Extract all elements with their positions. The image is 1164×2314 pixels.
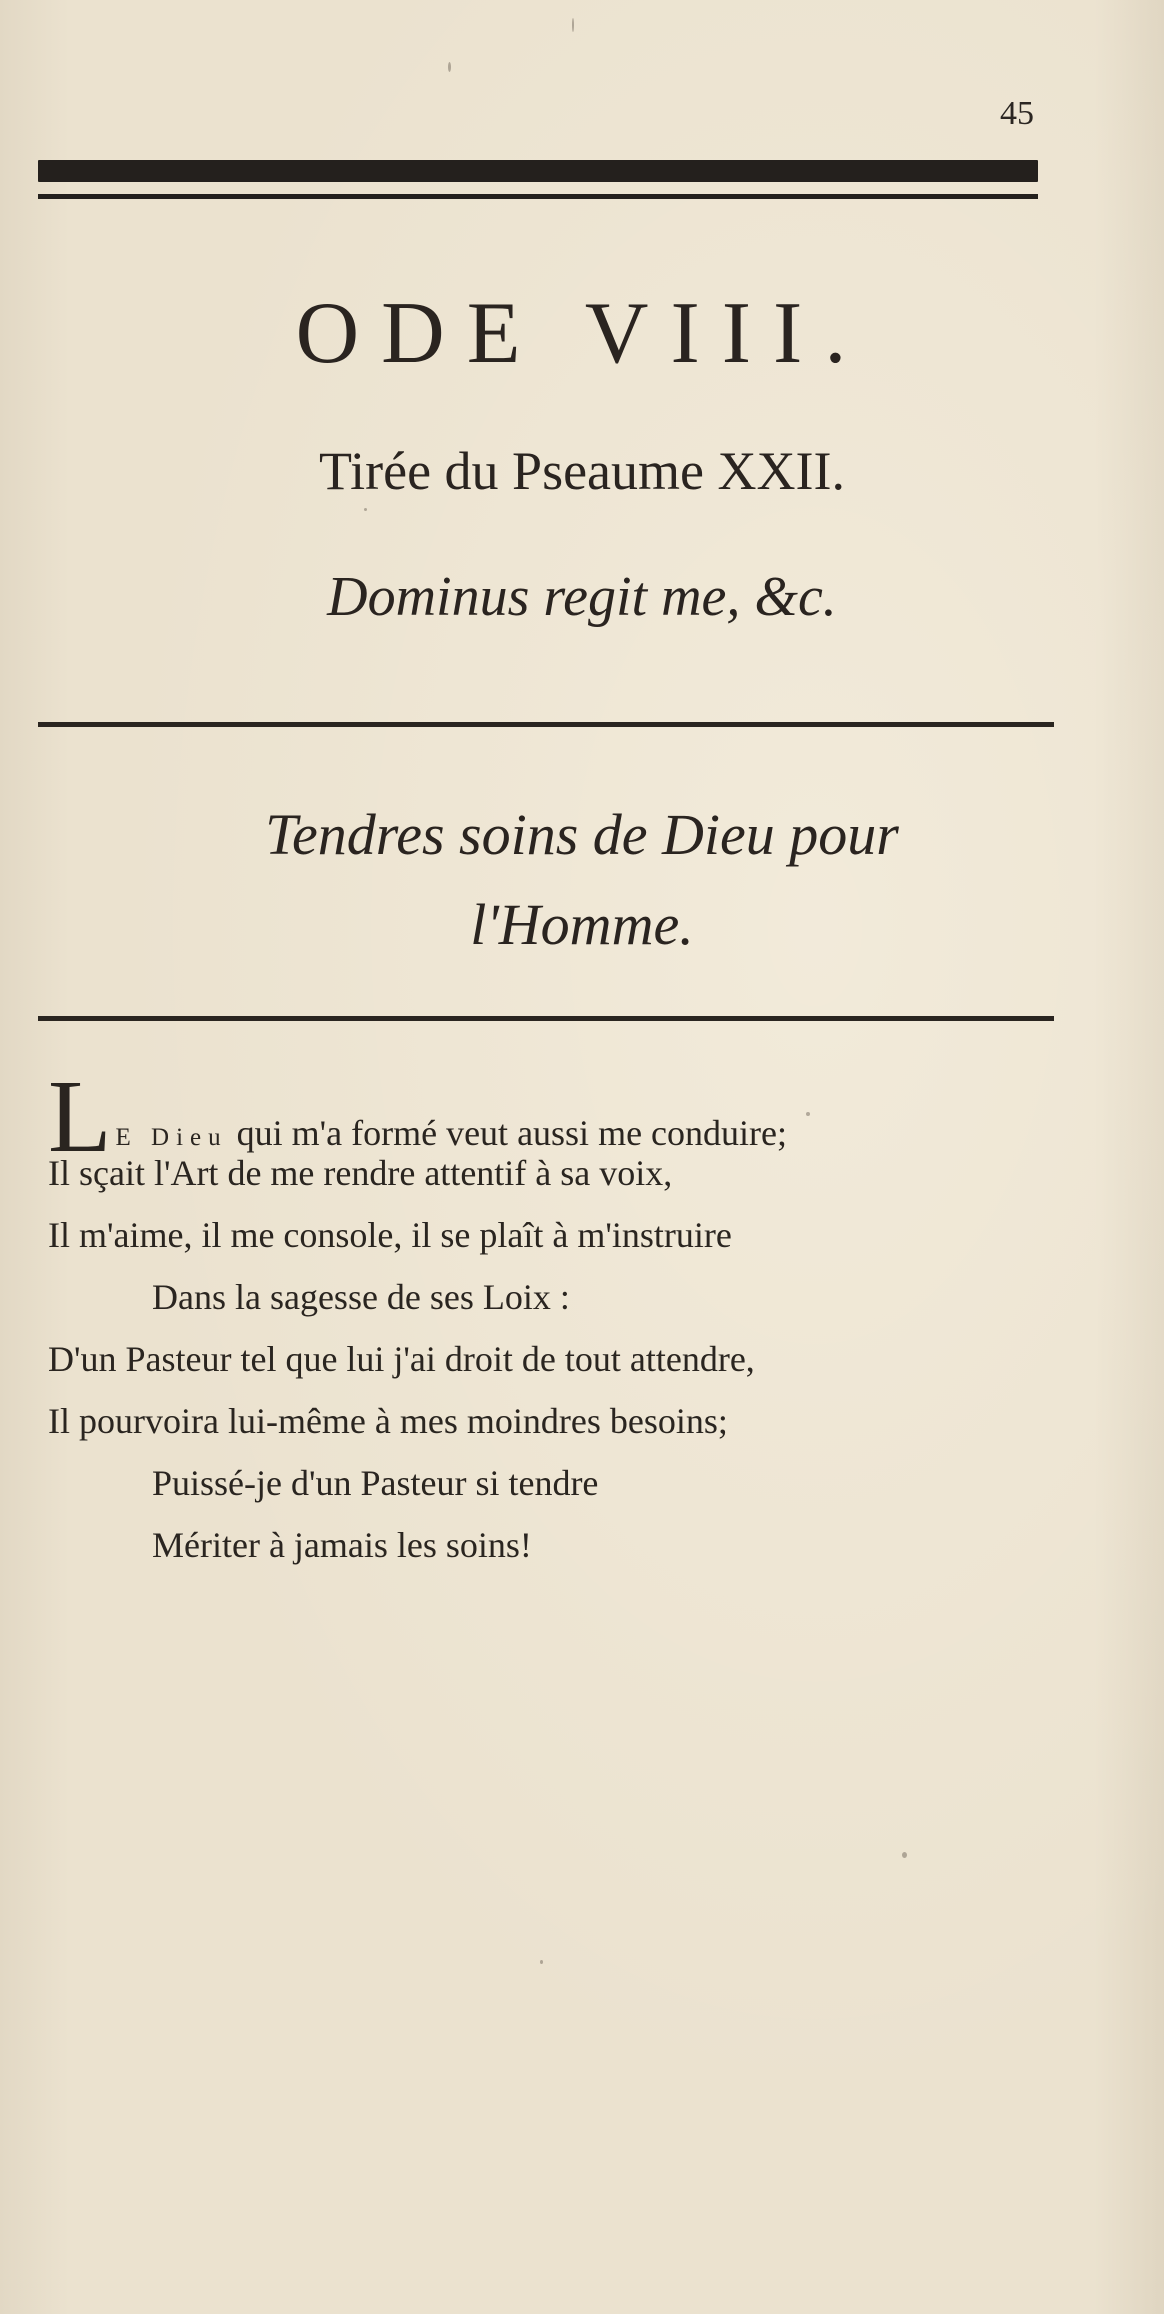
- paper-speck: [364, 508, 367, 511]
- poem-line-1-text: qui m'a formé veut aussi me conduire;: [227, 1113, 787, 1153]
- page-number: 45: [1000, 95, 1034, 132]
- drop-cap: L: [48, 1059, 112, 1174]
- paper-speck: [902, 1852, 907, 1858]
- header-rule-thick: [38, 160, 1038, 182]
- theme-title: [0, 790, 1164, 970]
- poem-line-7: Puissé-je d'un Pasteur si tendre: [152, 1463, 599, 1503]
- poem-line-2: Il sçait l'Art de me rendre attentif à sa voix,: [48, 1153, 673, 1193]
- poem-line-8: Mériter à jamais les soins!: [152, 1525, 532, 1565]
- paper-speck: [572, 18, 574, 32]
- theme-title-line-1: Tendres soins de Dieu pour: [265, 802, 899, 867]
- paper-speck: [806, 1112, 810, 1116]
- poem-line-5: D'un Pasteur tel que lui j'ai droit de tout attendre,: [48, 1339, 755, 1379]
- poem-line-3: Il m'aime, il me console, il se plaît à m'instruire: [48, 1215, 732, 1255]
- ode-incipit: Dominus regit me, &c.: [327, 566, 837, 628]
- section-rule-top: [38, 722, 1054, 727]
- paper-speck: [540, 1960, 543, 1964]
- poem-line-6: Il pourvoira lui-même à mes moindres besoins;: [48, 1401, 728, 1441]
- ode-title: ODE VIII.: [295, 285, 869, 382]
- theme-title-line-2: l'Homme.: [470, 892, 694, 957]
- poem-line-4: Dans la sagesse de ses Loix :: [152, 1277, 570, 1317]
- poem-line-1-smallcaps: E Dieu: [115, 1124, 228, 1151]
- paper-speck: [448, 62, 451, 72]
- header-rule-thin: [38, 194, 1038, 199]
- ode-subtitle: Tirée du Pseaume XXII.: [319, 441, 845, 501]
- poem-stanza: [48, 1059, 1128, 1576]
- section-rule-bottom: [38, 1016, 1054, 1021]
